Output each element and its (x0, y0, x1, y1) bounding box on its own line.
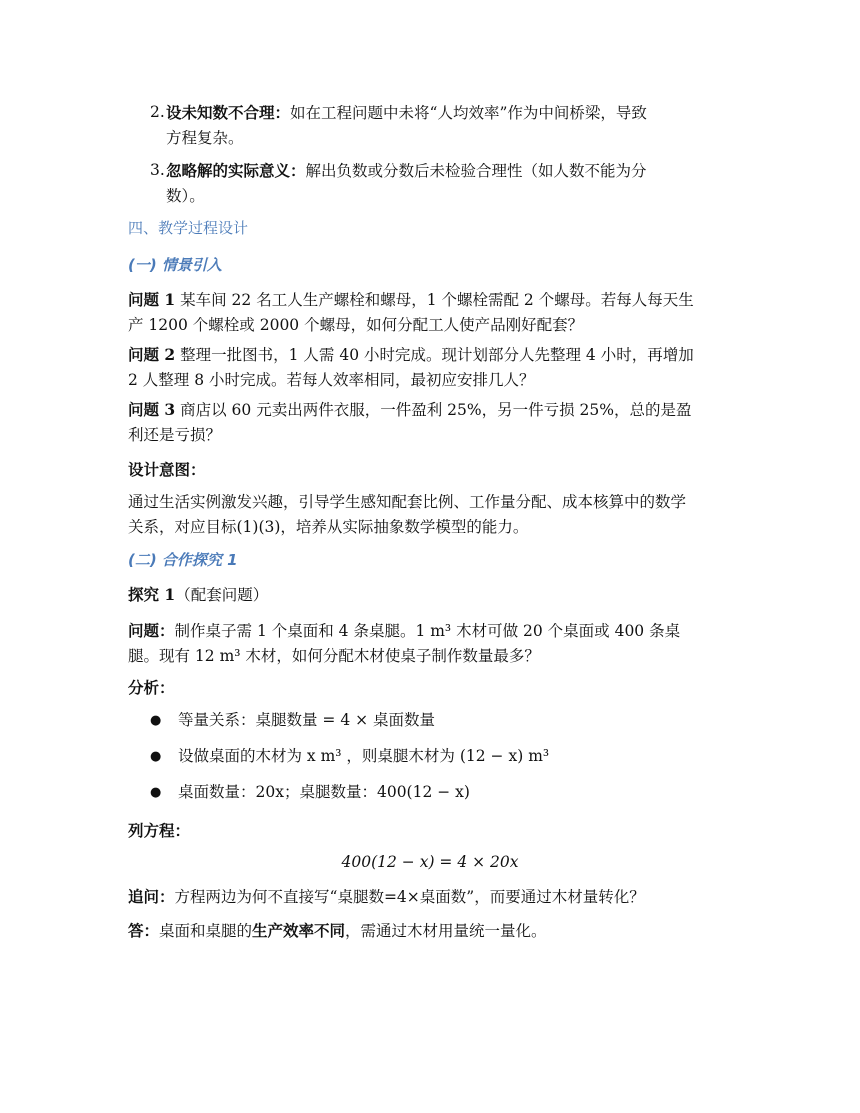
explore-label: 探究 1 (128, 585, 176, 604)
problem-1 (128, 287, 738, 338)
bullet-text: 设做桌面的木材为 x m³ ，则桌腿木材为 (12 − x) m³ (178, 747, 550, 765)
design-intent-label: 设计意图： (128, 460, 206, 479)
explore-title (128, 582, 738, 608)
list-item-text: 解出负数或分数后未检验合理性（如人数不能为分 (305, 162, 647, 180)
list-item-text-cont: 方程复杂。 (166, 129, 244, 147)
list-item (150, 780, 710, 805)
subsection-heading: (一) 情景引入 (128, 256, 222, 274)
problem-label: 问题 1 (128, 290, 176, 309)
problem-label: 问题 2 (128, 345, 176, 364)
followup-text: 方程两边为何不直接写“桌腿数=4×桌面数”，而要通过木材量转化？ (174, 888, 645, 906)
bullet-icon: ● (150, 785, 162, 800)
list-number: 2. (150, 103, 165, 121)
problem-3 (128, 397, 738, 448)
explore-note: （配套问题） (175, 586, 269, 604)
answer (128, 918, 738, 944)
bullet-icon: ● (150, 713, 162, 728)
problem-text: 某车间 22 名工人生产螺栓和螺母，1 个螺栓需配 2 个螺母。若每人每天生 (175, 291, 694, 309)
list-item-title: 忽略解的实际意义： (166, 161, 306, 180)
problem-label: 问题 3 (128, 400, 176, 419)
problem-2 (128, 342, 738, 393)
equation: 400(12 − x) = 4 × 20x (341, 853, 519, 871)
list-item (150, 708, 710, 733)
subsection-heading: (二) 合作探究 1 (128, 551, 238, 569)
question-block (128, 618, 738, 669)
problem-text-cont: 2 人整理 8 小时完成。若每人效率相同，最初应安排几人？ (128, 371, 535, 389)
list-item (150, 100, 730, 151)
bullet-icon: ● (150, 749, 162, 764)
question-text-cont: 腿。现有 12 m³ 木材，如何分配木材使桌子制作数量最多？ (128, 647, 540, 665)
bullet-text: 等量关系：桌腿数量 = 4 × 桌面数量 (178, 711, 436, 729)
answer-text-end: ，需通过木材用量统一量化。 (345, 922, 547, 940)
answer-label: 答： (128, 921, 160, 940)
followup-label: 追问： (128, 887, 175, 906)
section-heading: 四、教学过程设计 (128, 219, 249, 237)
analysis-label: 分析： (128, 678, 175, 697)
list-item (150, 158, 730, 209)
bullet-text: 桌面数量：20x；桌腿数量：400(12 − x) (178, 783, 470, 801)
problem-text-cont: 产 1200 个螺栓或 2000 个螺母，如何分配工人使产品刚好配套？ (128, 316, 584, 334)
problem-text-cont: 利还是亏损？ (128, 426, 222, 444)
question-text: 制作桌子需 1 个桌面和 4 条桌腿。1 m³ 木材可做 20 个桌面或 400 条桌 (174, 622, 681, 640)
list-item-title: 设未知数不合理： (166, 103, 291, 122)
list-item-text: 如在工程问题中未将“人均效率”作为中间桥梁，导致 (290, 104, 647, 122)
design-intent-text: 通过生活实例激发兴趣，引导学生感知配套比例、工作量分配、成本核算中的数学 关系，对应目标(1)(3)，培养从实际抽象数学模型的能力。 (128, 493, 687, 536)
followup (128, 884, 738, 910)
answer-text: 桌面和桌腿的 (159, 922, 253, 940)
problem-text: 整理一批图书，1 人需 40 小时完成。现计划部分人先整理 4 小时，再增加 (175, 346, 694, 364)
list-item (150, 744, 710, 769)
answer-emphasis: 生产效率不同 (252, 921, 346, 940)
question-label: 问题： (128, 621, 175, 640)
equation-label: 列方程： (128, 821, 191, 840)
list-item-text-cont: 数）。 (166, 187, 205, 205)
problem-text: 商店以 60 元卖出两件衣服，一件盈利 25%，另一件亏损 25%，总的是盈 (175, 401, 692, 419)
list-number: 3. (150, 161, 165, 179)
